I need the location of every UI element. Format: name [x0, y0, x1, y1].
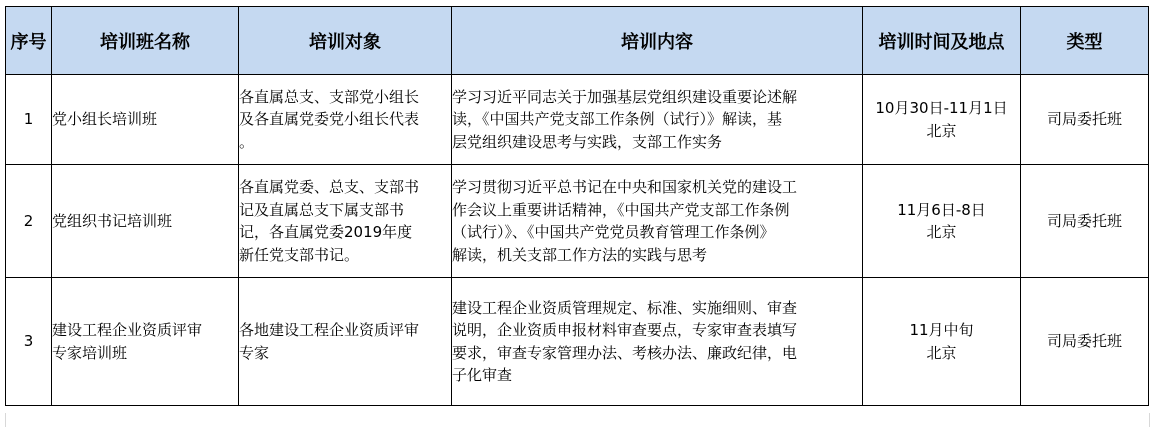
cell-target[interactable]	[239, 75, 452, 165]
table-row	[6, 75, 1149, 165]
header-type[interactable]: 类型	[1021, 7, 1149, 75]
header-seq[interactable]: 序号	[6, 7, 52, 75]
header-class-name[interactable]: 培训班名称	[52, 7, 239, 75]
cell-line: 说明，企业资质申报材料审查要点，专家审查表填写	[452, 321, 798, 339]
cell-line: 11月中旬	[909, 321, 974, 339]
cell-line: 专家	[239, 343, 270, 362]
cell-line: 北京	[926, 343, 957, 362]
cell-line: 各直属党委、总支、支部书	[239, 178, 420, 196]
cell-class-name[interactable]	[52, 165, 239, 278]
cell-seq[interactable]: 2	[6, 165, 52, 278]
cell-type[interactable]: 司局委托班	[1021, 165, 1149, 278]
cell-line: 学习习近平同志关于加强基层党组织建设重要论述解	[452, 87, 798, 106]
cell-line: 建设工程企业资质评审	[52, 321, 203, 339]
table-row	[6, 278, 1149, 406]
cell-type[interactable]: 司局委托班	[1021, 278, 1149, 406]
cell-line: 读，《中国共产党支部工作条例（试行）》解读，基	[452, 110, 783, 129]
cell-content[interactable]	[452, 278, 863, 406]
header-content[interactable]: 培训内容	[452, 7, 863, 75]
cell-line: （试行）》、《中国共产党党员教育管理工作条例》	[452, 223, 775, 241]
header-time-place[interactable]: 培训时间及地点	[863, 7, 1021, 75]
header-row	[6, 7, 1149, 75]
cell-line: 各直属总支、支部党小组长	[239, 87, 420, 106]
cell-line: 作会议上重要讲话精神，《中国共产党支部工作条例	[452, 200, 790, 219]
training-table	[5, 6, 1149, 406]
cell-line: 党小组长培训班	[52, 110, 158, 129]
cell-time-place[interactable]	[863, 278, 1021, 406]
cell-target[interactable]	[239, 165, 452, 278]
cell-seq[interactable]: 3	[6, 278, 52, 406]
empty-row-strip	[5, 413, 1150, 427]
cell-line: 子化审查	[452, 366, 513, 384]
cell-class-name[interactable]	[52, 75, 239, 165]
cell-line: 北京	[926, 223, 957, 241]
cell-line: 建设工程企业资质管理规定、标准、实施细则、审查	[452, 298, 798, 317]
cell-content[interactable]	[452, 165, 863, 278]
cell-seq[interactable]: 1	[6, 75, 52, 165]
cell-line: 各地建设工程企业资质评审	[239, 321, 420, 339]
cell-line: 11月6日-8日	[897, 200, 986, 219]
cell-line: 。	[239, 132, 255, 151]
cell-line: 记，各直属党委2019年度	[239, 223, 413, 241]
header-target[interactable]: 培训对象	[239, 7, 452, 75]
cell-class-name[interactable]	[52, 278, 239, 406]
cell-line: 新任党支部书记。	[239, 245, 360, 264]
cell-content[interactable]	[452, 75, 863, 165]
cell-type[interactable]: 司局委托班	[1021, 75, 1149, 165]
cell-line: 要求，审查专家管理办法、考核办法、廉政纪律，电	[452, 343, 798, 362]
cell-target[interactable]	[239, 278, 452, 406]
cell-line: 及各直属党委党小组长代表	[239, 110, 420, 129]
cell-line: 北京	[926, 121, 957, 140]
cell-line: 学习贯彻习近平总书记在中央和国家机关党的建设工	[452, 178, 798, 196]
cell-line: 10月30日-11月1日	[875, 99, 1008, 117]
cell-time-place[interactable]	[863, 75, 1021, 165]
cell-time-place[interactable]	[863, 165, 1021, 278]
cell-line: 记及直属总支下属支部书	[239, 200, 405, 219]
cell-line: 解读，机关支部工作方法的实践与思考	[452, 245, 708, 264]
cell-line: 层党组织建设思考与实践，支部工作实务	[452, 132, 723, 151]
table-row	[6, 165, 1149, 278]
cell-line: 党组织书记培训班	[52, 211, 173, 230]
cell-line: 专家培训班	[52, 343, 128, 362]
